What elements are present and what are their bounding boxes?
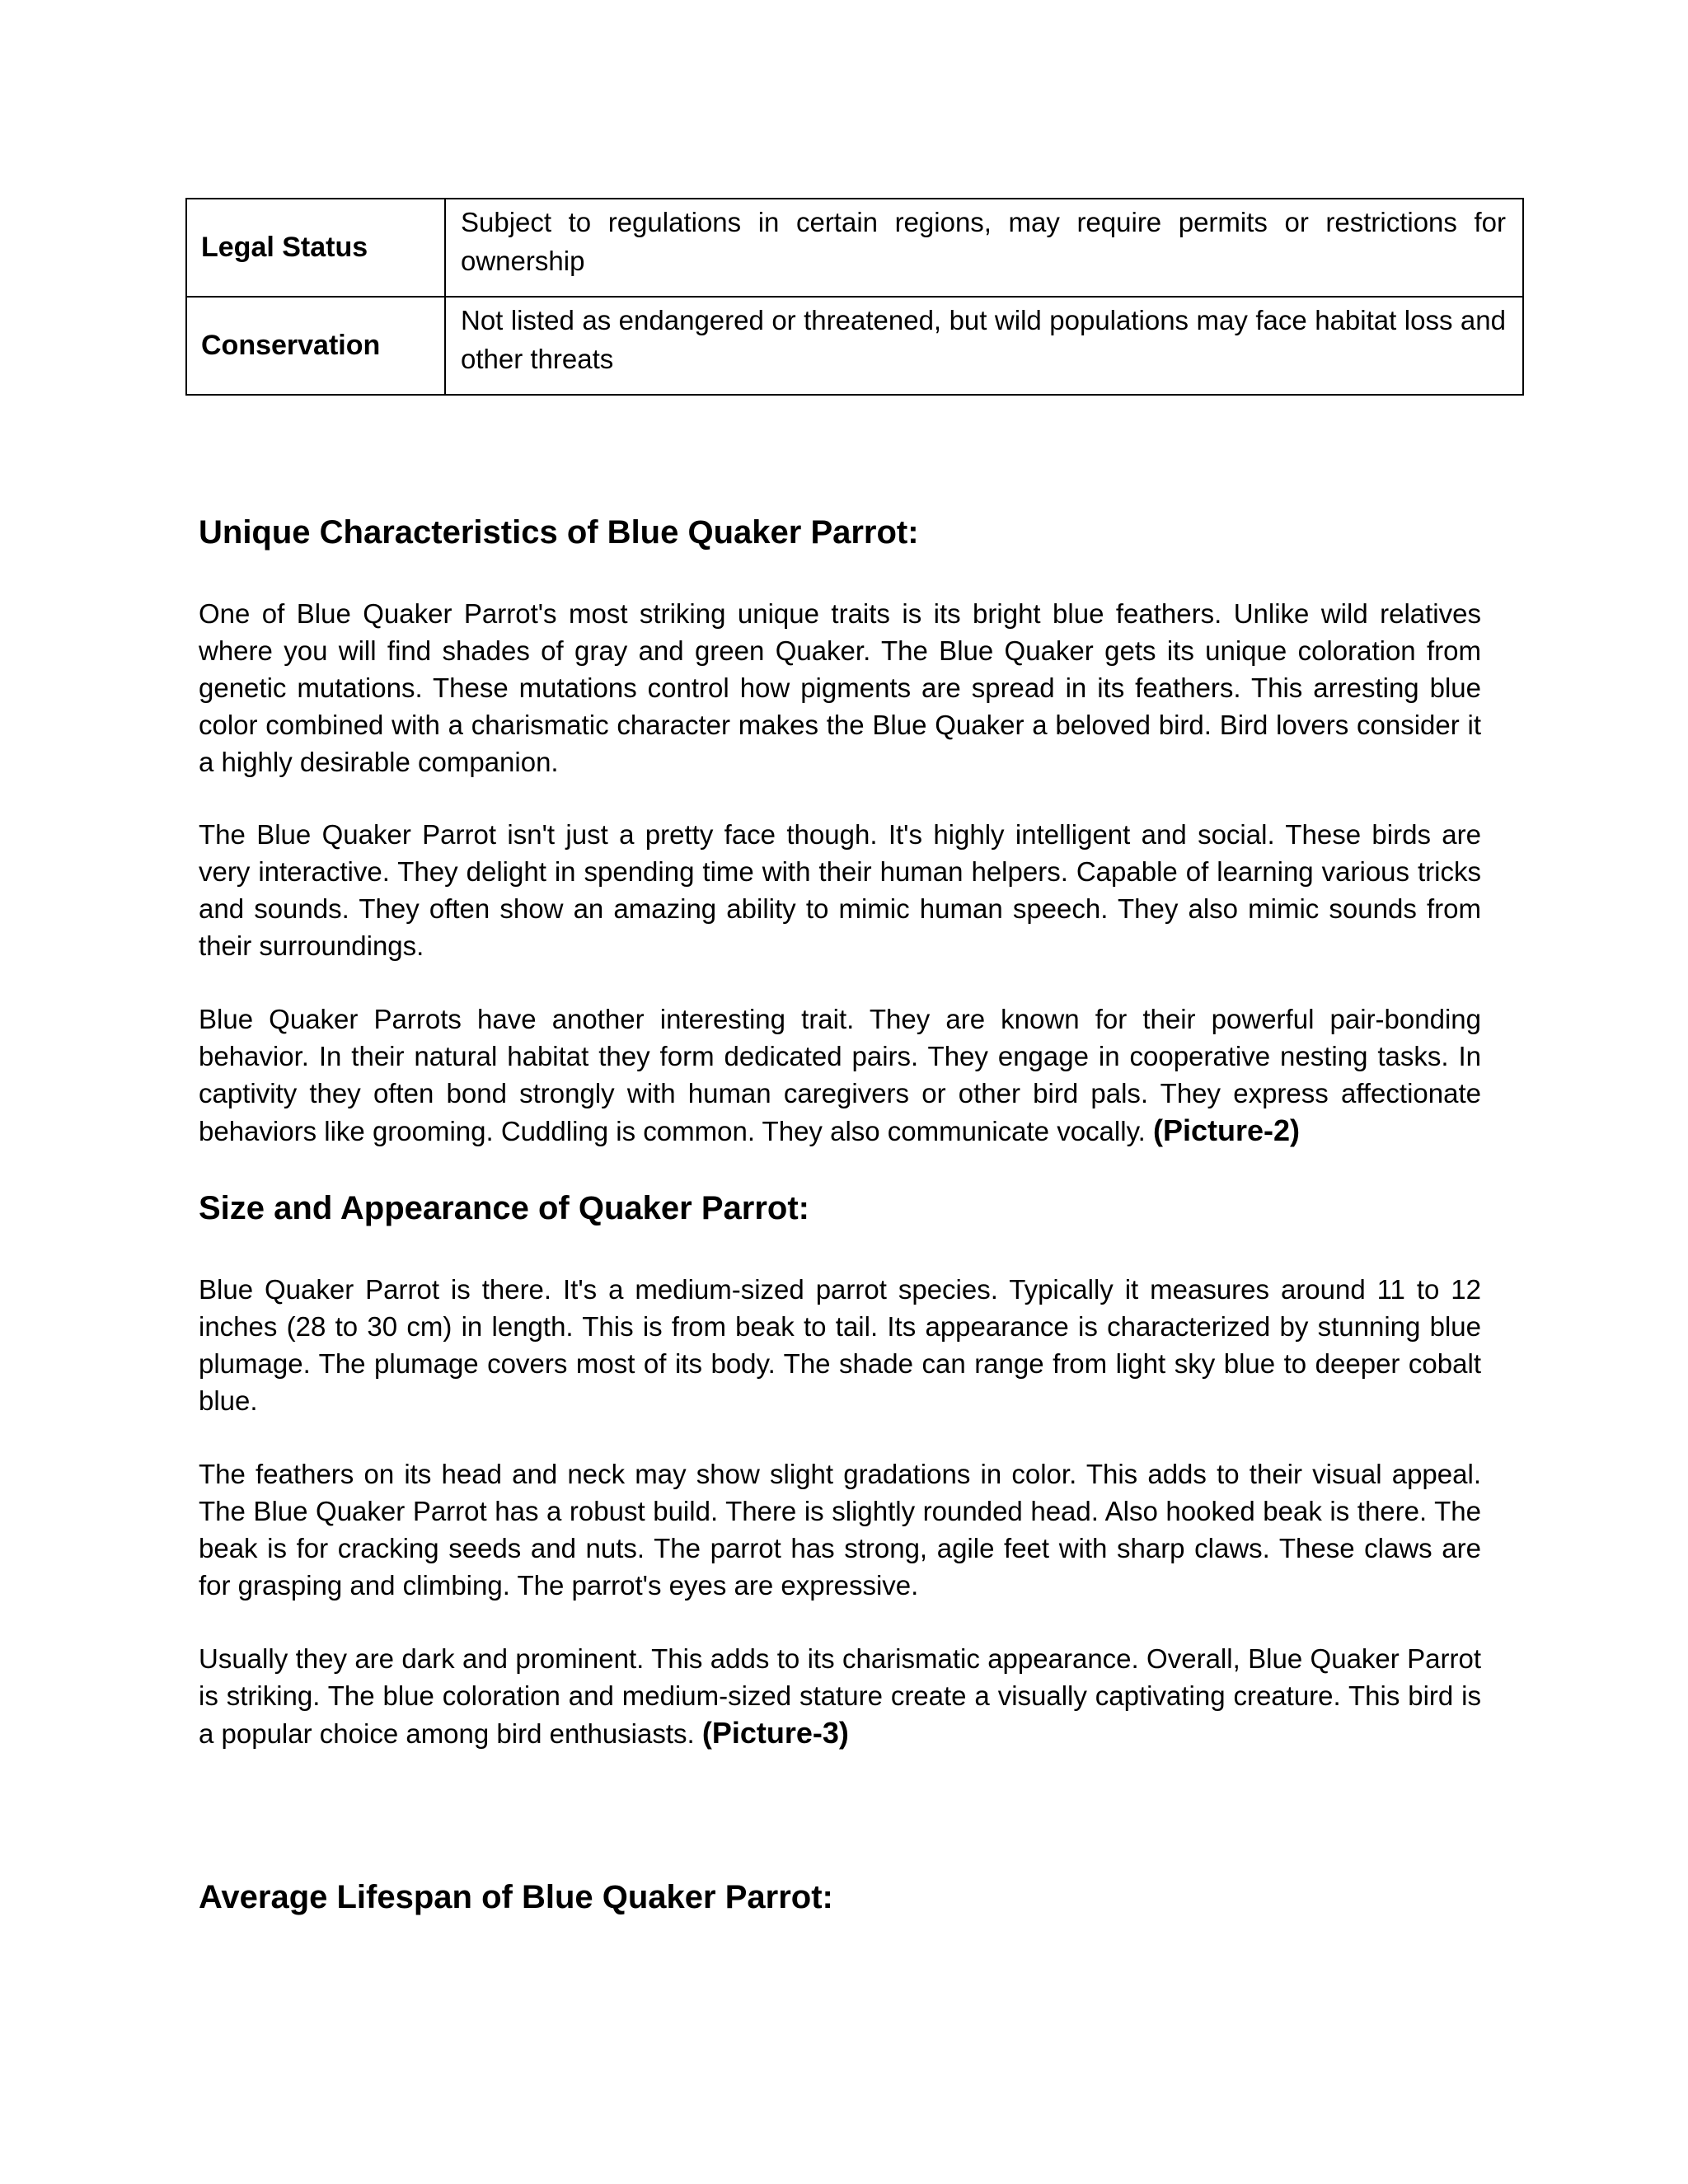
table-value-cell: Subject to regulations in certain regions, may require permits or restrictions for ownership (445, 199, 1523, 297)
table-row (186, 297, 1523, 395)
picture-reference: (Picture-2) (1152, 1113, 1300, 1147)
info-table (185, 198, 1524, 396)
paragraph: The feathers on its head and neck may show slight gradations in color. This adds to their visual appeal. The Blue Quaker Parrot has a robust build. There is slightly rounded head. Also hooked beak is there. The beak is for cracking seeds and nuts. The parrot has strong, agile feet with sharp claws. These claws are for grasping and climbing. The parrot's eyes are expressive. (199, 1459, 1481, 1601)
paragraph (199, 1001, 1481, 1150)
section-heading-lifespan: Average Lifespan of Blue Quaker Parrot: (199, 1879, 833, 1915)
paragraph-text: Blue Quaker Parrots have another interesting trait. They are known for their powerful pair-bonding behavior. In their natural habitat they form dedicated pairs. They engage in cooperative nesting tasks. In captivity they often bond strongly with human caregivers or other bird pals. They express affectionate behaviors like grooming. Cuddling is common. They also communicate vocally. (199, 1004, 1481, 1146)
table-row (186, 199, 1523, 297)
paragraph-text: Usually they are dark and prominent. This adds to its charismatic appearance. Overall, Blue Quaker Parrot is striking. The blue coloration and medium-sized stature create a visually captivating creature. This bird is a popular choice among bird enthusiasts. (199, 1643, 1481, 1749)
paragraph (199, 1640, 1481, 1752)
paragraph: The Blue Quaker Parrot isn't just a pretty face though. It's highly intelligent and social. These birds are very interactive. They delight in spending time with their human helpers. Capable of learning various tricks and sounds. They often show an amazing ability to mimic human speech. They also mimic sounds from their surroundings. (199, 819, 1481, 961)
paragraph: Blue Quaker Parrot is there. It's a medium-sized parrot species. Typically it measures around 11 to 12 inches (28 to 30 cm) in length. This is from beak to tail. Its appearance is characterized by stunning blue plumage. The plumage covers most of its body. The shade can range from light sky blue to deeper cobalt blue. (199, 1274, 1481, 1416)
table-value-cell: Not listed as endangered or threatened, but wild populations may face habitat loss and other threats (445, 297, 1523, 395)
paragraph: One of Blue Quaker Parrot's most striking unique traits is its bright blue feathers. Unlike wild relatives where you will find shades of gray and green Quaker. The Blue Quaker gets its unique coloration from genetic mutations. These mutations control how pigments are spread in its feathers. This arresting blue color combined with a charismatic character makes the Blue Quaker a beloved bird. Bird lovers consider it a highly desirable companion. (199, 598, 1481, 777)
picture-reference: (Picture-3) (701, 1716, 849, 1750)
table-label-cell: Conservation (186, 297, 445, 395)
section-heading-unique: Unique Characteristics of Blue Quaker Parrot: (199, 514, 919, 551)
section-heading-size: Size and Appearance of Quaker Parrot: (199, 1190, 809, 1226)
table-label-cell: Legal Status (186, 199, 445, 297)
